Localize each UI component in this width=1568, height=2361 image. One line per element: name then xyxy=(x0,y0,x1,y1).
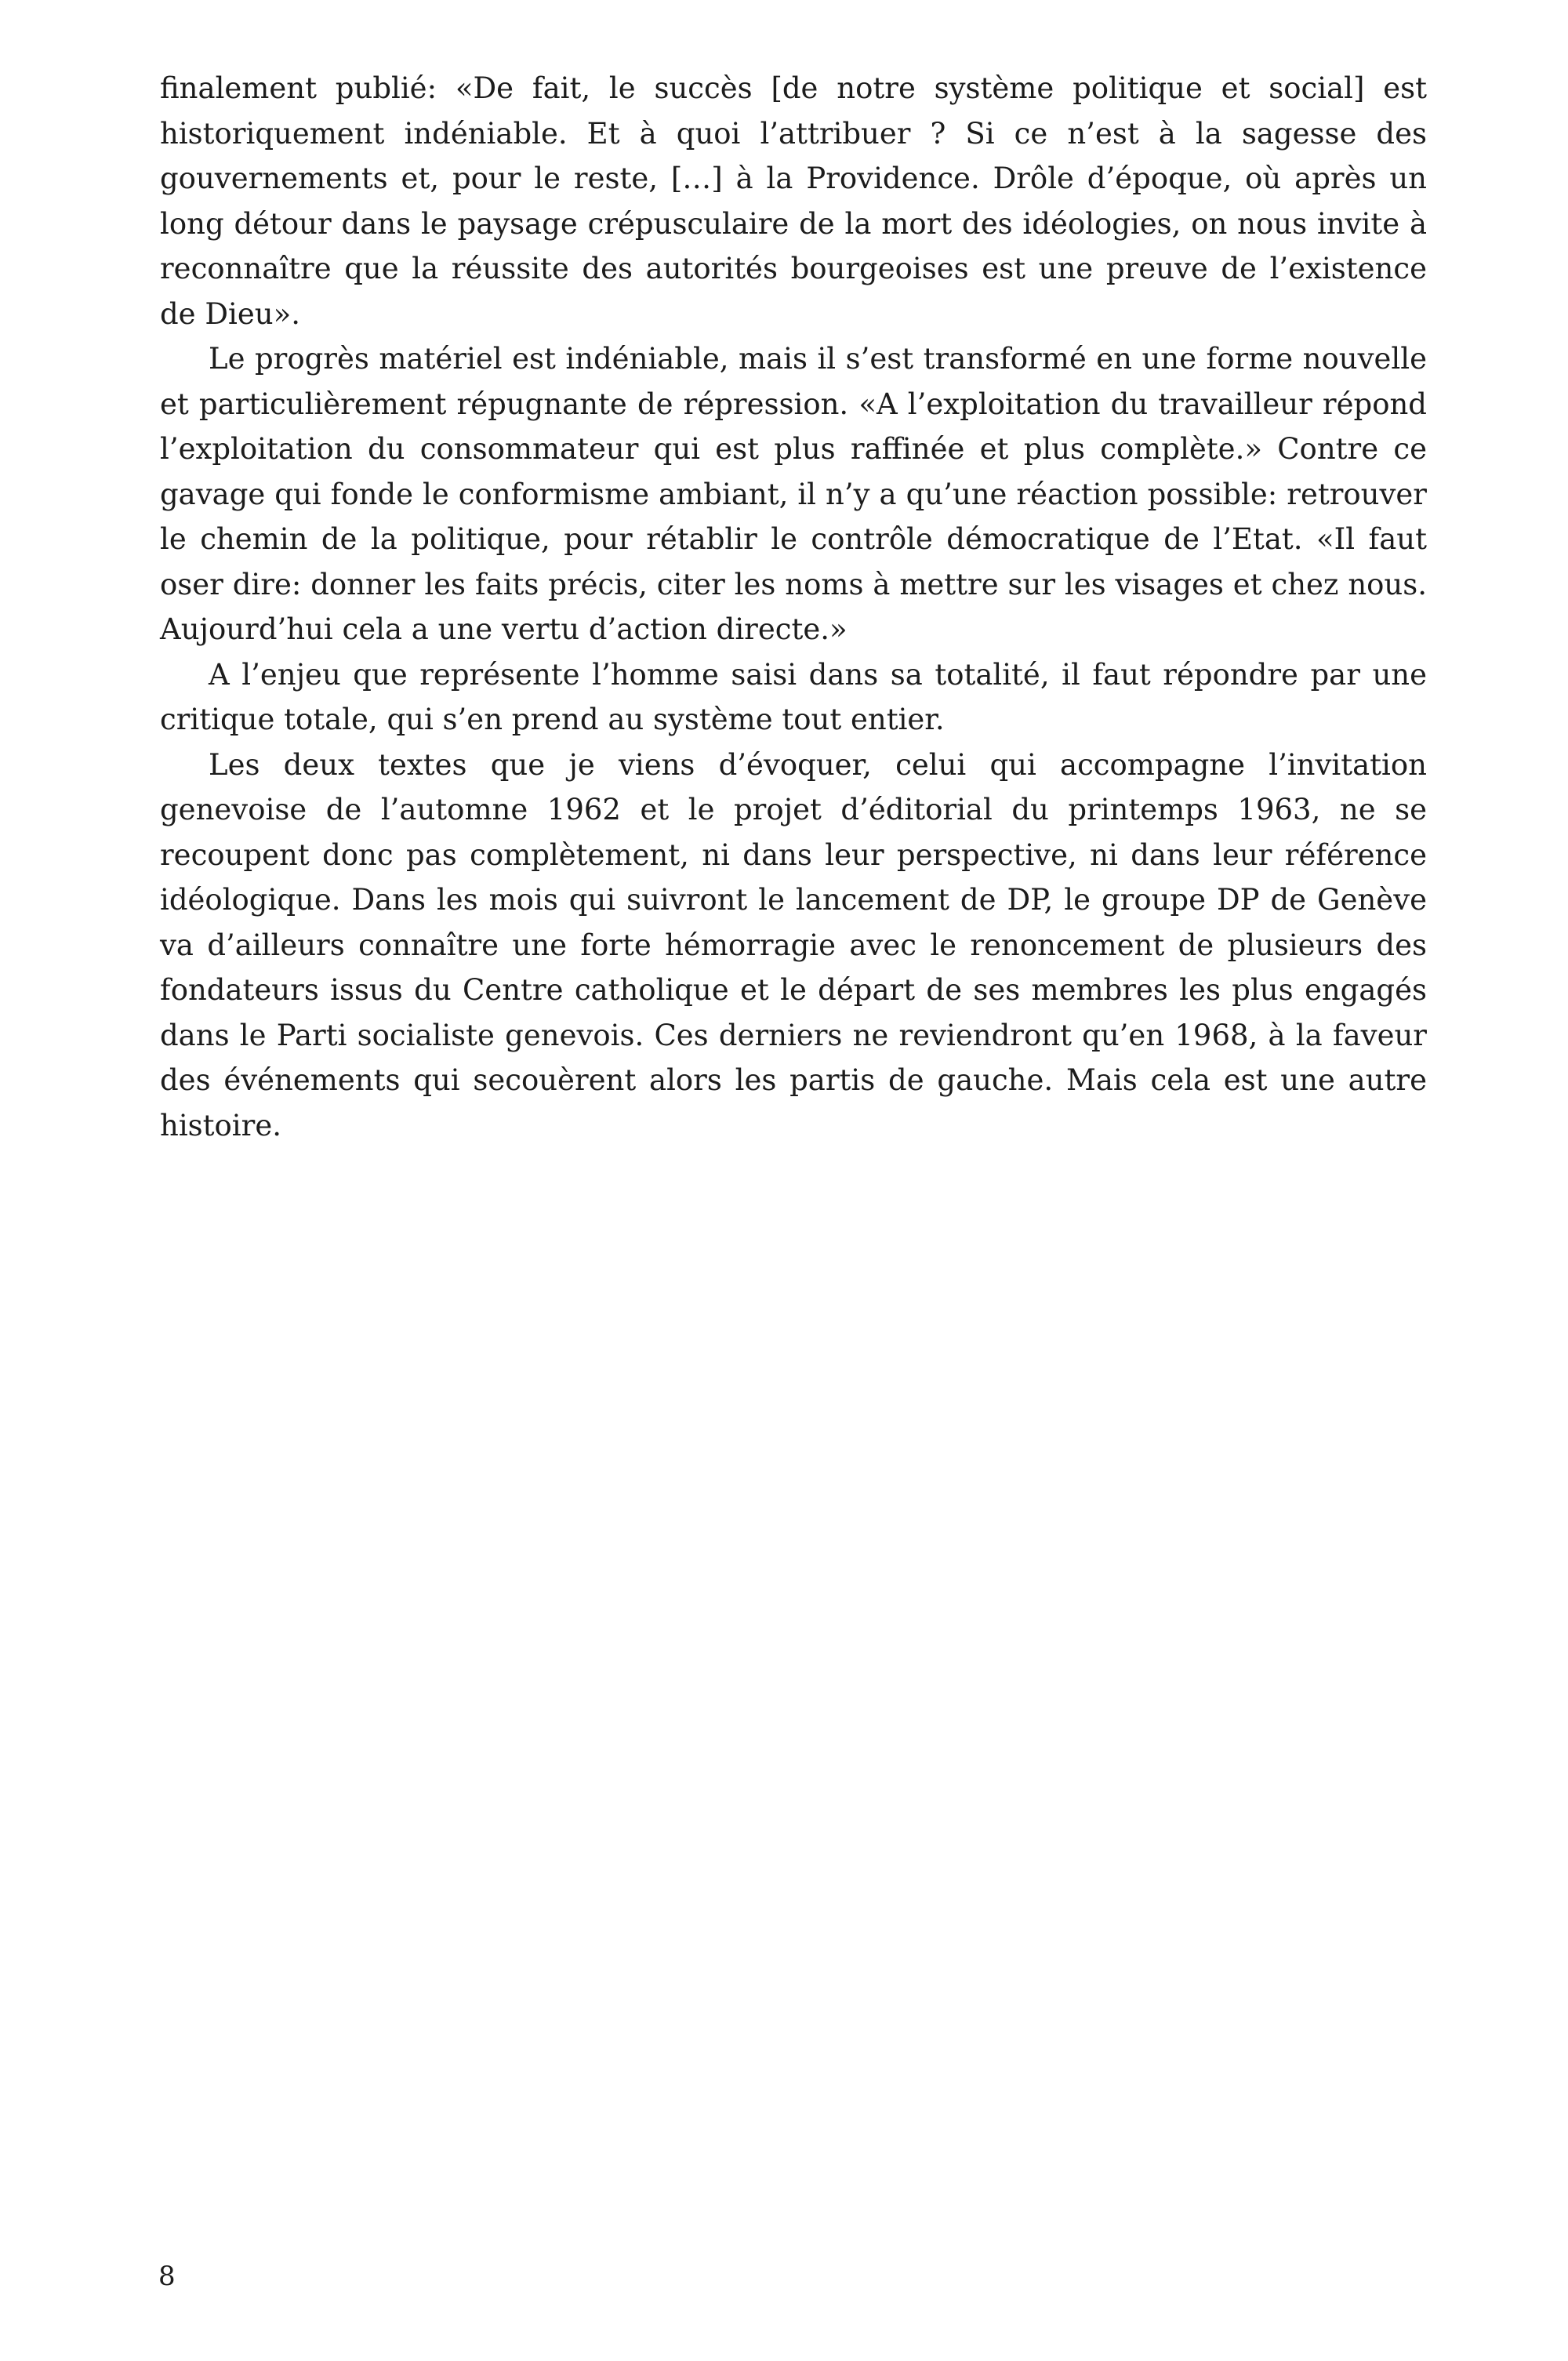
page-number: 8 xyxy=(158,2261,176,2292)
paragraph-2: Le progrès matériel est indéniable, mais il s’est transformé en une forme nouvelle et particulièrement répugnante de répression. «A l’exploitation du travailleur répond l’exploitation du consommateur qui est plus raffinée et plus complète.» Contre ce gavage qui fonde le conformisme ambiant, il n’y a qu’une réaction possible: retrouver le chemin de la politique, pour rétablir le contrôle démocratique de l’Etat. «Il faut oser dire: donner les faits précis, citer les noms à mettre sur les visages et chez nous. Aujourd’hui cela a une vertu d’action directe.» xyxy=(160,342,1427,646)
paragraph-4: Les deux textes que je viens d’évoquer, celui qui accompagne l’invitation genevoise de l’automne 1962 et le projet d’éditorial du printemps 1963, ne se recoupent donc pas complètement, ni dans leur perspective, ni dans leur référence idéologique. Dans les mois qui suivront le lancement de DP, le groupe DP de Genève va d’ailleurs connaître une forte hémorragie avec le renoncement de plusieurs des fondateurs issus du Centre catholique et le départ de ses membres les plus engagés dans le Parti socialiste genevois. Ces derniers ne reviendront qu’en 1968, à la faveur des événements qui secouèrent alors les partis de gauche. Mais cela est une autre histoire. xyxy=(160,747,1427,1142)
paragraph-3: A l’enjeu que représente l’homme saisi dans sa totalité, il faut répondre par une critique totale, qui s’en prend au système tout entier. xyxy=(160,657,1427,736)
paragraph-1: finalement publié: «De fait, le succès [de notre système politique et social] est historiquement indéniable. Et à quoi l’attribuer ? Si ce n’est à la sagesse des gouvernements et, pour le reste, […] à la Providence. Drôle d’époque, où après un long détour dans le paysage crépusculaire de la mort des idéologies, on nous invite à reconnaître que la réussite des autorités bourgeoises est une preuve de l’existence de Dieu». xyxy=(160,71,1427,331)
body-text xyxy=(160,66,1427,1148)
